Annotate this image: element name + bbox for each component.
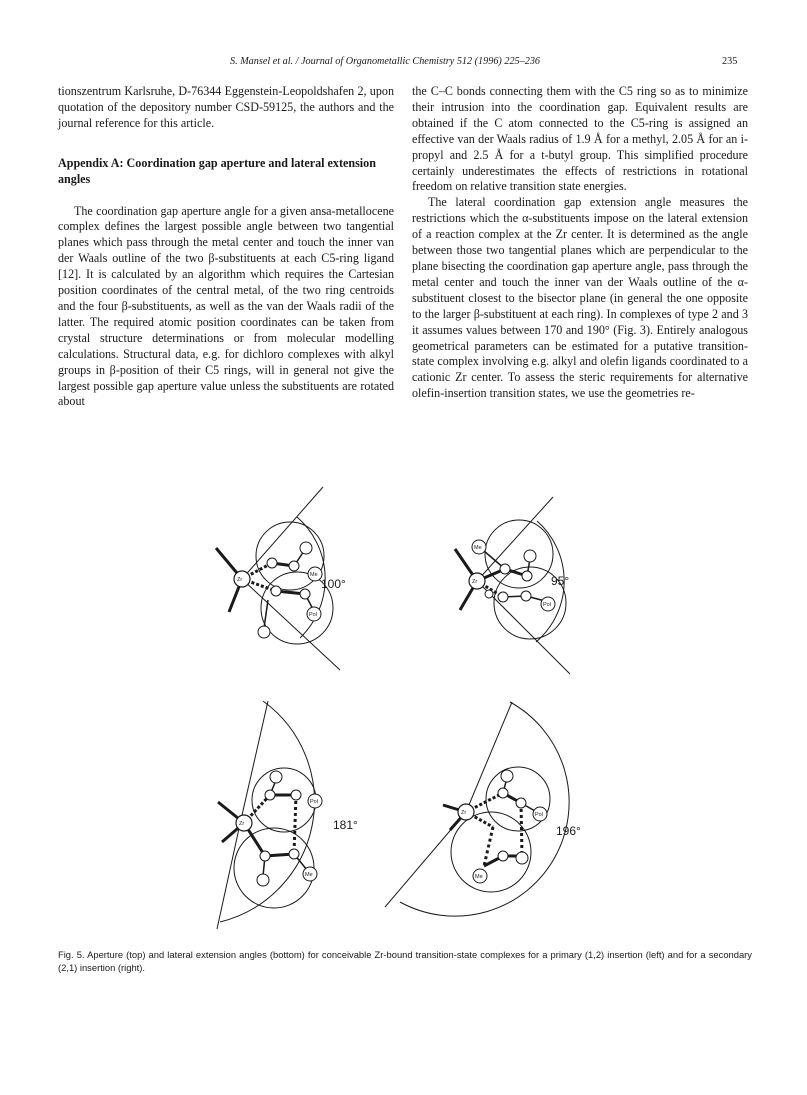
right-paragraph-2: The lateral coordination gap extension angle measures the restrictions which the α-substituents impose on the lateral extension of a reaction complex at the Zr center. It is determined as the angle between those two tangential planes which are perpendicular to the plane bisecting the coordination gap aperture angle, pass through the metal center and touch the inner van der Waals outline of the α-substituent closest to the bisector plane (in general the one opposite to the larger β-substituent at each ring). In complexes of type 2 and 3 it assumes values between 170 and 190° (Fig. 3). Entirely analogous geometrical parameters can be estimated for a putative transition-state complex involving e.g. alkyl and olefin ligands coordinated to a cationic Zr center. To assess the steric requirements for alternative olefin-insertion transition states, we use the geometries re-	[412, 195, 748, 401]
pol-label: Pol	[309, 612, 317, 618]
atom	[485, 590, 493, 598]
atom	[267, 558, 277, 568]
tangent-line	[240, 701, 268, 824]
journal-citation: S. Mansel et al. / Journal of Organometallic Chemistry 512 (1996) 225–236	[230, 56, 541, 67]
vdw-circle	[252, 768, 316, 832]
zr-label: Zr	[461, 810, 467, 816]
pol-label: Pol	[535, 812, 543, 818]
angle-label-2: 95°	[551, 574, 570, 588]
me-label: Me	[305, 872, 313, 878]
atom	[260, 851, 270, 861]
atom	[522, 571, 532, 581]
appendix-heading: Appendix A: Coordination gap aperture and lateral extension angles	[58, 155, 376, 186]
left-paragraph-2: The coordination gap aperture angle for a given ansa-metallocene complex defines the largest possible angle between two tangential planes which pass through the metal center and touch the inner van der Waals outline of the two β-substituents at each C5-ring ligand [12]. It is calculated by an algorithm which requires the Cartesian position coordinates of the central metal, of the two ring centroids and the four β-substituents, as well as the van der Waals radii of the latter. The required atomic position coordinates can be taken from crystal structure determinations or from molecular modelling calculations. Structural data, e.g. for dichloro complexes with alkyl groups in β-position of their C5 rings, will in general not give the largest possible gap aperture value unless the substituents are rotated about	[58, 203, 394, 409]
me-label: Me	[310, 572, 318, 578]
zr-label: Zr	[239, 821, 245, 827]
running-head	[0, 56, 807, 72]
vdw-circle	[485, 520, 553, 588]
zr-label: Zr	[237, 577, 243, 583]
tangent-line	[217, 824, 240, 929]
atom	[291, 790, 301, 800]
atom	[500, 564, 510, 574]
atom	[289, 561, 299, 571]
atom	[498, 592, 508, 602]
figure-5-drawing	[0, 484, 807, 944]
atom	[300, 542, 312, 554]
right-column	[412, 84, 748, 402]
atom	[521, 591, 531, 601]
page-number: 235	[722, 56, 738, 67]
me-label: Me	[474, 545, 482, 551]
figure-caption: Fig. 5. Aperture (top) and lateral extension angles (bottom) for conceivable Zr-bound transition-state complexes for a primary (1,2) insertion (left) and for a secondary (2,1) insertion (right).	[58, 949, 752, 973]
right-paragraph-1: the C–C bonds connecting them with the C5 ring so as to minimize their intrusion into the coordination gap. Equivalent results are obtained if the C atom connected to the C5-ring is assigned an effective van der Waals radius of 1.9 Å for a methyl, 2.05 Å for an i-propyl and 2.5 Å for a t-butyl group. This simplified procedure certainly underestimates the effects of restrictions in rotational freedom on relative transition state energies.	[412, 84, 748, 194]
atom	[498, 851, 508, 861]
angle-label-3: 181°	[333, 818, 358, 832]
bond	[484, 827, 493, 866]
me-label: Me	[475, 874, 483, 880]
atom	[265, 790, 275, 800]
atom	[501, 770, 513, 782]
atom	[270, 771, 282, 783]
panel-lateral-primary	[217, 701, 322, 929]
angle-arc	[220, 701, 314, 922]
angle-label-4: 196°	[556, 824, 581, 838]
bond	[264, 600, 268, 628]
bond	[294, 795, 296, 854]
atom	[516, 798, 526, 808]
vdw-circle	[234, 828, 314, 908]
vdw-circle	[451, 812, 531, 892]
figure-5	[0, 484, 807, 944]
atom	[258, 626, 270, 638]
angle-label-1: 100°	[321, 577, 346, 591]
pol-label: Pol	[543, 602, 551, 608]
atom	[300, 589, 310, 599]
atom	[516, 852, 528, 864]
atom	[289, 849, 299, 859]
left-column	[58, 84, 394, 410]
panel-lateral-secondary	[385, 702, 569, 916]
atom	[257, 874, 269, 886]
atom	[498, 788, 508, 798]
zr-label: Zr	[472, 579, 478, 585]
bond	[521, 803, 522, 856]
atom	[524, 550, 536, 562]
atom	[271, 586, 281, 596]
pol-label: Pol	[310, 799, 318, 805]
left-paragraph-1: tionszentrum Karlsruhe, D-76344 Eggenstein-Leopoldshafen 2, upon quotation of the depository number CSD-59125, the authors and the journal reference for this article.	[58, 84, 394, 130]
